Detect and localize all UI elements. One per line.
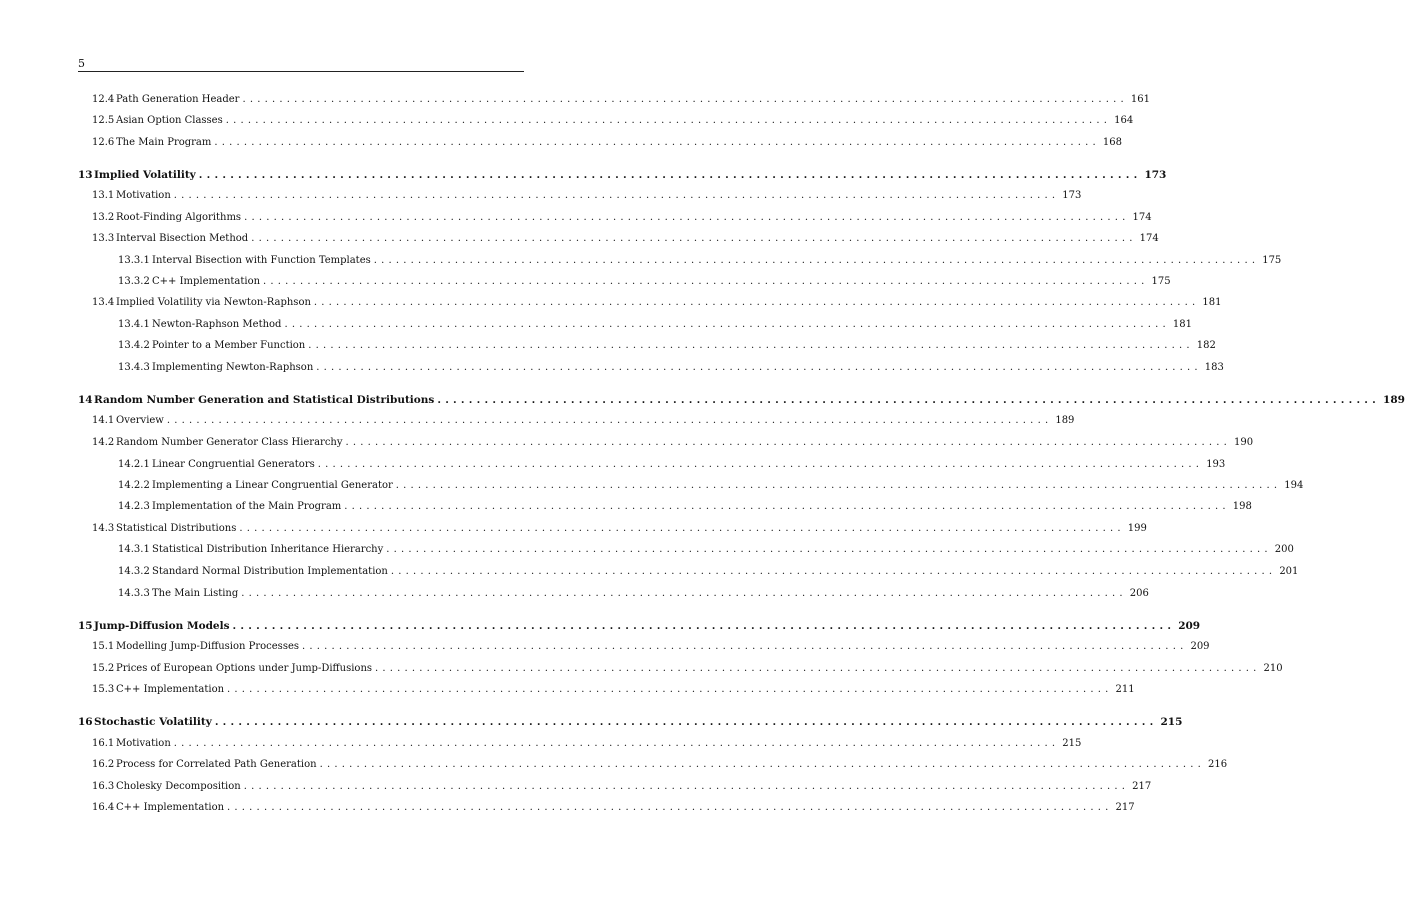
toc-leader-dots: ........................................................................................................................ [345,437,1231,448]
toc-entry-page: 193 [1206,459,1226,470]
toc-section-entry[interactable] [92,211,1152,225]
toc-entry-title: Random Number Generation and Statistical Distributions [94,394,435,406]
toc-entry-title: Implementing Newton-Raphson [152,362,314,373]
toc-section-entry[interactable] [118,479,1304,493]
toc-leader-dots: ........................................................................................................................ [313,297,1200,308]
toc-leader-dots: ........................................................................................................................ [395,480,1282,491]
toc-entry-title: C++ Implementation [116,802,225,813]
toc-leader-dots: ........................................................................................................................ [232,620,1176,632]
toc-section-entry[interactable] [92,640,1210,654]
toc-entry-title: Modelling Jump-Diffusion Processes [116,641,299,652]
toc-entry-page: 164 [1114,115,1134,126]
toc-entry-page: 175 [1151,276,1171,287]
toc-leader-dots: ........................................................................................................................ [239,523,1125,534]
toc-entry-label [118,543,383,557]
toc-section-entry[interactable] [118,339,1216,353]
toc-section-entry[interactable] [92,662,1283,676]
page-number: 5 [78,57,85,70]
toc-section-entry[interactable] [92,801,1135,815]
toc-entry-number: 13.2 [92,212,115,223]
toc-section-entry[interactable] [118,565,1299,579]
toc-entry-number: 16.1 [92,738,115,749]
toc-entry-number: 14.2.1 [118,459,150,470]
toc-entry-title: Motivation [116,738,171,749]
toc-entry-page: 199 [1127,523,1147,534]
toc-leader-dots: ........................................................................................................................ [375,663,1261,674]
toc-leader-dots: ........................................................................................................................ [214,716,1158,728]
toc-entry-page: 189 [1055,415,1075,426]
toc-entry-number: 13.4 [92,297,115,308]
toc-entry-number: 15 [78,620,93,632]
toc-leader-dots: ........................................................................................................................ [344,501,1230,512]
toc-entry-page: 182 [1196,340,1216,351]
toc-entry-label [118,458,315,472]
toc-leader-dots: ........................................................................................................................ [263,276,1149,287]
toc-entry-page: 174 [1139,233,1159,244]
toc-entry-number: 15.3 [92,684,115,695]
toc-entry-number: 14.3.2 [118,566,150,577]
toc-entry-number: 14.2 [92,437,115,448]
toc-entry-label [92,189,171,203]
toc-leader-dots: ........................................................................................................................ [244,212,1130,223]
toc-entry-title: Pointer to a Member Function [152,340,306,351]
toc-entry-label [118,275,260,289]
toc-leader-dots: ........................................................................................................................ [284,319,1170,330]
toc-entry-title: Statistical Distribution Inheritance Hierarchy [152,544,384,555]
toc-entry-title: Jump-Diffusion Models [94,620,230,632]
toc-entry-page: 161 [1130,94,1150,105]
toc-entry-page: 216 [1208,759,1228,770]
toc-entry-label [92,737,171,751]
toc-section-entry[interactable] [118,318,1193,332]
toc-entry-page: 181 [1202,297,1222,308]
toc-entry-page: 206 [1129,588,1149,599]
toc-leader-dots: ........................................................................................................................ [386,544,1272,555]
toc-entry-page: 217 [1132,781,1152,792]
toc-entry-page: 209 [1190,641,1210,652]
toc-chapter-entry[interactable] [78,393,1405,407]
toc-leader-dots: ........................................................................................................................ [173,738,1060,749]
toc-leader-dots: ........................................................................................................................ [243,781,1130,792]
toc-entry-title: Stochastic Volatility [94,716,212,728]
toc-section-entry[interactable] [118,587,1149,601]
toc-section-entry[interactable] [118,254,1282,268]
toc-entry-number: 14.3.1 [118,544,150,555]
toc-entry-number: 13.4.1 [118,319,150,330]
toc-section-entry[interactable] [118,543,1294,557]
toc-leader-dots: ........................................................................................................................ [319,759,1206,770]
toc-section-entry[interactable] [92,232,1159,246]
toc-entry-number: 16 [78,716,93,728]
toc-entry-label [92,780,241,794]
toc-entry-label [118,500,341,514]
toc-leader-dots: ........................................................................................................................ [373,255,1260,266]
toc-entry-number: 13.4.3 [118,362,150,373]
toc-entry-number: 16.2 [92,759,115,770]
toc-entry-title: Prices of European Options under Jump-Diffusions [116,663,373,674]
toc-entry-number: 14.1 [92,415,115,426]
toc-entry-title: Path Generation Header [116,94,240,105]
toc-leader-dots: ........................................................................................................................ [198,169,1142,181]
toc-entry-number: 15.1 [92,641,115,652]
toc-section-entry[interactable] [92,436,1254,450]
toc-entry-title: The Main Listing [152,588,239,599]
toc-entry-page: 201 [1279,566,1299,577]
toc-entry-label [92,522,236,536]
toc-entry-number: 14.3.3 [118,588,150,599]
toc-entry-title: Interval Bisection with Function Templates [152,255,371,266]
toc-leader-dots: ........................................................................................................................ [214,137,1100,148]
toc-section-entry[interactable] [118,275,1171,289]
toc-leader-dots: ........................................................................................................................ [242,94,1128,105]
toc-section-entry[interactable] [92,522,1147,536]
toc-entry-label [92,414,164,428]
toc-entry-title: Asian Option Classes [116,115,223,126]
toc-entry-number: 14.2.2 [118,480,150,491]
toc-entry-title: Root-Finding Algorithms [116,212,242,223]
toc-entry-label [78,168,196,182]
toc-entry-number: 12.5 [92,115,115,126]
toc-entry-page: 209 [1178,620,1201,632]
toc-entry-page: 194 [1284,480,1304,491]
toc-entry-label [92,136,211,150]
toc-section-entry[interactable] [92,683,1135,697]
toc-leader-dots: ........................................................................................................................ [308,340,1194,351]
toc-chapter-entry[interactable] [78,619,1201,633]
toc-leader-dots: ........................................................................................................................ [241,588,1127,599]
toc-entry-number: 13.3.2 [118,276,150,287]
toc-chapter-entry[interactable] [78,715,1183,729]
toc-leader-dots: ........................................................................................................................ [227,802,1113,813]
toc-entry-title: Linear Congruential Generators [152,459,315,470]
toc-section-entry[interactable] [92,189,1082,203]
toc-entry-title: Statistical Distributions [116,523,237,534]
toc-entry-title: C++ Implementation [116,684,225,695]
toc-leader-dots: ........................................................................................................................ [437,394,1381,406]
toc-entry-title: Standard Normal Distribution Implementation [152,566,388,577]
toc-entry-page: 189 [1383,394,1405,406]
toc-entry-title: Implementation of the Main Program [152,501,342,512]
toc-entry-label [118,479,393,493]
toc-entry-title: Implied Volatility [94,169,196,181]
toc-entry-label [118,339,305,353]
toc-entry-title: Implementing a Linear Congruential Generator [152,480,393,491]
toc-section-entry[interactable] [92,136,1122,150]
toc-entry-number: 12.4 [92,94,115,105]
toc-entry-label [92,640,299,654]
toc-entry-title: Implied Volatility via Newton-Raphson [116,297,311,308]
toc-entry-page: 175 [1262,255,1282,266]
toc-section-entry[interactable] [118,361,1224,375]
toc-entry-title: Overview [116,415,164,426]
toc-entry-number: 13.3.1 [118,255,150,266]
toc-entry-label [78,619,230,633]
toc-entry-page: 181 [1172,319,1193,330]
toc-entry-label [92,93,239,107]
toc-entry-label [92,662,372,676]
toc-entry-number: 14.2.3 [118,501,150,512]
toc-entry-number: 13.3 [92,233,115,244]
toc-entry-label [118,587,238,601]
toc-entry-page: 168 [1102,137,1122,148]
toc-entry-page: 217 [1115,802,1135,813]
toc-entry-title: The Main Program [116,137,212,148]
toc-entry-title: Newton-Raphson Method [152,319,282,330]
toc-entry-page: 173 [1144,169,1167,181]
toc-leader-dots: ........................................................................................................................ [227,684,1113,695]
toc-leader-dots: ........................................................................................................................ [173,190,1060,201]
toc-leader-dots: ........................................................................................................................ [390,566,1277,577]
toc-entry-page: 190 [1233,437,1254,448]
toc-entry-label [92,211,241,225]
toc-entry-page: 215 [1160,716,1183,728]
toc-section-entry[interactable] [92,414,1075,428]
toc-entry-label [118,565,388,579]
toc-section-entry[interactable] [118,458,1226,472]
toc-entry-label [92,436,343,450]
toc-entry-page: 210 [1263,663,1283,674]
toc-entry-number: 12.6 [92,137,115,148]
toc-entry-title: C++ Implementation [152,276,261,287]
toc-leader-dots: ........................................................................................................................ [317,459,1204,470]
toc-entry-title: Interval Bisection Method [116,233,249,244]
toc-entry-number: 14 [78,394,93,406]
toc-entry-label [92,296,311,310]
toc-leader-dots: ........................................................................................................................ [166,415,1053,426]
toc-entry-label [118,361,313,375]
toc-entry-label [92,683,224,697]
toc-entry-page: 198 [1232,501,1252,512]
toc-entry-label [78,393,434,407]
toc-leader-dots: ........................................................................................................................ [316,362,1202,373]
toc-entry-title: Random Number Generator Class Hierarchy [116,437,343,448]
toc-section-entry[interactable] [92,780,1152,794]
toc-entry-number: 13.1 [92,190,115,201]
toc-entry-title: Motivation [116,190,171,201]
toc-entry-label [92,232,248,246]
toc-entry-label [118,254,371,268]
toc-entry-label [92,114,223,128]
toc-entry-number: 16.4 [92,802,115,813]
toc-entry-label [118,318,281,332]
toc-entry-page: 173 [1062,190,1082,201]
toc-entry-number: 16.3 [92,781,115,792]
toc-chapter-entry[interactable] [78,168,1167,182]
toc-entry-number: 14.3 [92,523,115,534]
toc-section-entry[interactable] [118,500,1252,514]
toc-entry-number: 15.2 [92,663,115,674]
toc-entry-label [92,801,224,815]
toc-leader-dots: ........................................................................................................................ [302,641,1188,652]
toc-section-entry[interactable] [92,737,1082,751]
toc-section-entry[interactable] [92,758,1228,772]
toc-entry-label [78,715,212,729]
toc-entry-page: 200 [1274,544,1294,555]
toc-section-entry[interactable] [92,93,1150,107]
toc-section-entry[interactable] [92,114,1134,128]
toc-leader-dots: ........................................................................................................................ [251,233,1137,244]
toc-entry-page: 215 [1062,738,1082,749]
toc-entry-page: 211 [1115,684,1135,695]
toc-entry-number: 13.4.2 [118,340,150,351]
toc-section-entry[interactable] [92,296,1222,310]
toc-entry-page: 174 [1132,212,1152,223]
toc-entry-title: Process for Correlated Path Generation [116,759,317,770]
toc-leader-dots: ........................................................................................................................ [225,115,1112,126]
toc-entry-label [92,758,317,772]
toc-entry-title: Cholesky Decomposition [116,781,241,792]
toc-entry-page: 183 [1204,362,1224,373]
toc-entry-number: 13 [78,169,93,181]
